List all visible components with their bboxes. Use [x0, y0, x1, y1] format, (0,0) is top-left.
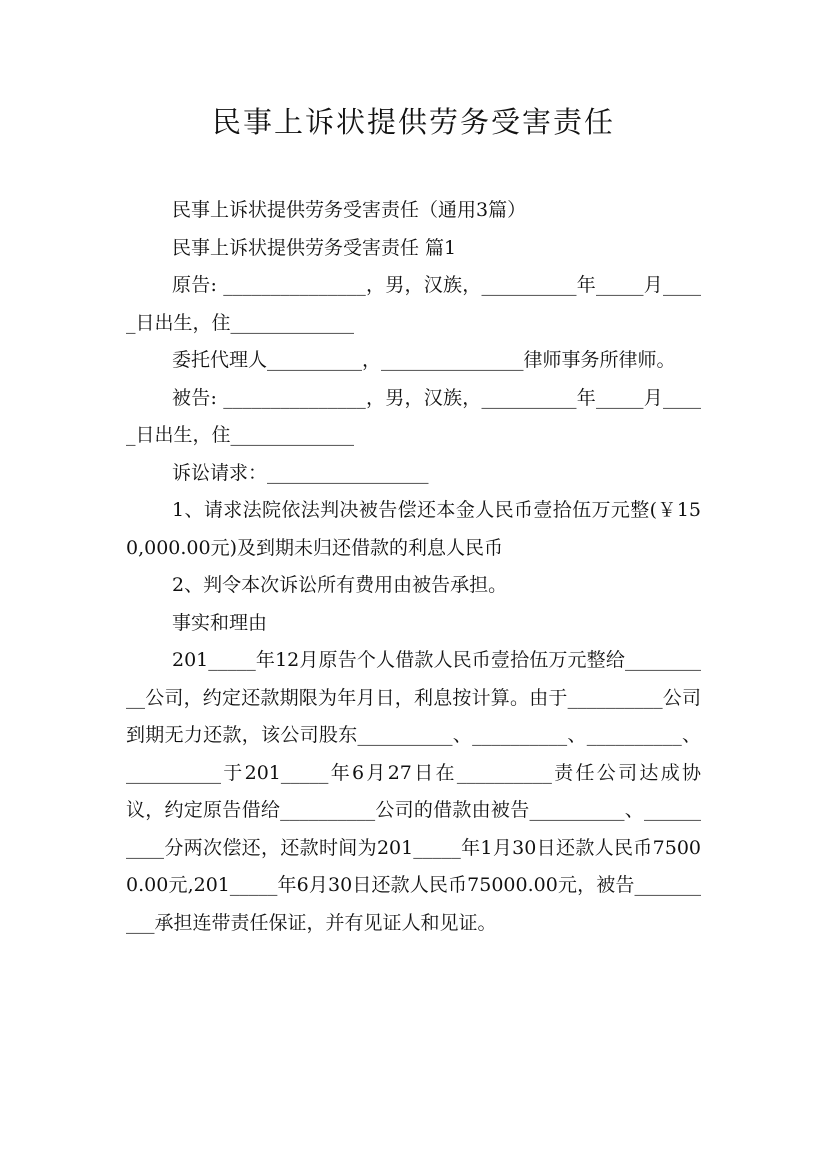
paragraph-claim-1: 1、请求法院依法判决被告偿还本金人民币壹拾伍万元整(￥150,000.00元)及到期未归还借款的利息人民币	[126, 499, 701, 559]
paragraph-subtitle: 民事上诉状提供劳务受害责任（通用3篇）	[172, 199, 527, 221]
document-body	[126, 192, 701, 942]
paragraph-facts-heading: 事实和理由	[172, 611, 268, 634]
paragraph-claims-heading: 诉讼请求：_________________	[172, 461, 429, 484]
paragraph-part-heading: 民事上诉状提供劳务受害责任 篇1	[172, 236, 457, 259]
paragraph-plaintiff: 原告: _______________，男，汉族，__________年_____月_____日出生，住_____________	[126, 274, 701, 334]
paragraph-agent: 委托代理人__________，_______________律师事务所律师。	[172, 349, 676, 371]
document-title: 民事上诉状提供劳务受害责任	[211, 105, 615, 139]
paragraph-facts-body: 201_____年12月原告个人借款人民币壹拾伍万元整给__________公司，约定还款期限为年月日，利息按计算。由于__________公司到期无力还款，该公司股东__________、__________、__________、__________于201_____年6月27日在__________责任公司达成协议，约定原告借给__________公司的借款由被告__________、__________分两次偿还，还款时间为201_____年1月30日还款人民币75000.00元,201_____年6月30日还款人民币75000.00元，被告__________承担连带责任保证，并有见证人和见证。	[126, 649, 701, 934]
paragraph-claim-2: 2、判令本次诉讼所有费用由被告承担。	[172, 574, 508, 596]
paragraph-defendant: 被告: _______________，男，汉族，__________年_____月_____日出生，住_____________	[126, 386, 701, 446]
